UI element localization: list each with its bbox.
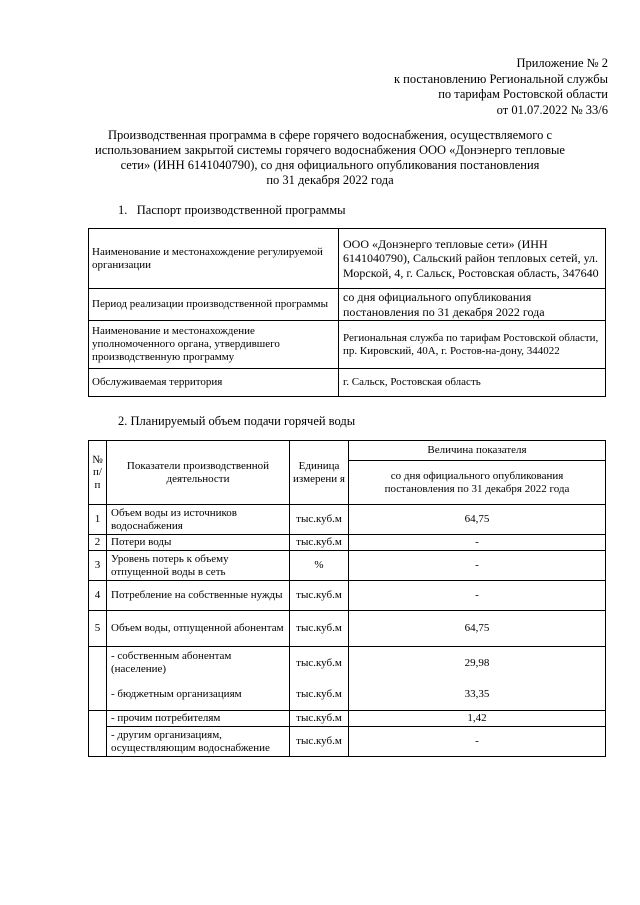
document-title <box>80 128 580 188</box>
row-num: 2 <box>89 535 107 551</box>
header-unit: Единица измерени я <box>290 441 349 505</box>
appendix-line-4: от 01.07.2022 № 33/6 <box>496 102 608 117</box>
row-unit: тыс.куб.м <box>290 647 349 679</box>
row-indicator: Потребление на собственные нужды <box>107 581 290 611</box>
title-line-2: использованием закрытой системы горячего водоснабжения ООО «Донэнерго тепловые <box>95 143 565 157</box>
passport-row <box>89 321 606 369</box>
row-unit: тыс.куб.м <box>290 711 349 727</box>
appendix-line-3: по тарифам Ростовской области <box>438 87 608 101</box>
row-indicator: Потери воды <box>107 535 290 551</box>
row-value: 1,42 <box>349 711 606 727</box>
table-row <box>89 581 606 611</box>
passport-label: Наименование и местонахождение регулируемой организации <box>89 229 339 289</box>
row-value: - <box>349 727 606 757</box>
passport-row <box>89 369 606 397</box>
row-value: 64,75 <box>349 505 606 535</box>
passport-row <box>89 289 606 321</box>
section1-heading: 1. Паспорт производственной программы <box>118 203 346 217</box>
passport-value: со дня официального опубликования постановления по 31 декабря 2022 года <box>339 289 606 321</box>
row-num: 1 <box>89 505 107 535</box>
passport-value: ООО «Донэнерго тепловые сети» (ИНН 6141040790), Сальский район тепловых сетей, ул. Морской, 4, г. Сальск, Ростовская область, 347640 <box>339 229 606 289</box>
table-row <box>89 611 606 647</box>
title-line-3: сети» (ИНН 6141040790), со дня официального опубликования постановления <box>120 158 540 172</box>
header-num: № п/ п <box>89 441 107 505</box>
row-unit: тыс.куб.м <box>290 581 349 611</box>
row-unit: тыс.куб.м <box>290 535 349 551</box>
appendix-line-1: Приложение № 2 <box>516 56 608 70</box>
row-unit: тыс.куб.м <box>290 679 349 711</box>
row-value: - <box>349 535 606 551</box>
row-indicator: - другим организациям, осуществляющим водоснабжение <box>107 727 290 757</box>
row-unit: тыс.куб.м <box>290 505 349 535</box>
row-value: 64,75 <box>349 611 606 647</box>
passport-label: Наименование и местонахождение уполномоченного органа, утвердившего производственную программу <box>89 321 339 369</box>
row-indicator: Объем воды, отпущенной абонентам <box>107 611 290 647</box>
row-value: 29,98 <box>349 647 606 679</box>
title-line-4: по 31 декабря 2022 года <box>266 173 394 187</box>
row-indicator: Объем воды из источников водоснабжения <box>107 505 290 535</box>
row-num: 5 <box>89 611 107 647</box>
table-subrow <box>89 679 606 711</box>
section2-heading: 2. Планируемый объем подачи горячей воды <box>118 414 356 428</box>
table-row <box>89 505 606 535</box>
row-num-empty <box>89 647 107 711</box>
passport-value: г. Сальск, Ростовская область <box>339 369 606 397</box>
row-unit: тыс.куб.м <box>290 727 349 757</box>
passport-table <box>88 228 606 397</box>
table-header-row <box>89 441 606 461</box>
row-value: 33,35 <box>349 679 606 711</box>
row-indicator: - бюджетным организациям <box>107 679 290 711</box>
header-indicator: Показатели производственной деятельности <box>107 441 290 505</box>
header-value-period: со дня официального опубликования постановления по 31 декабря 2022 года <box>349 461 606 505</box>
row-indicator: - собственным абонентам (население) <box>107 647 290 679</box>
header-value-group: Величина показателя <box>349 441 606 461</box>
passport-label: Период реализации производственной программы <box>89 289 339 321</box>
table-subrow <box>89 727 606 757</box>
passport-label: Обслуживаемая территория <box>89 369 339 397</box>
row-value: - <box>349 551 606 581</box>
row-unit: тыс.куб.м <box>290 611 349 647</box>
table-row <box>89 535 606 551</box>
table-subrow <box>89 711 606 727</box>
title-line-1: Производственная программа в сфере горячего водоснабжения, осуществляемого с <box>107 128 553 142</box>
water-volume-table <box>88 440 606 757</box>
row-num: 3 <box>89 551 107 581</box>
row-indicator: Уровень потерь к объему отпущенной воды в сеть <box>107 551 290 581</box>
row-num-empty <box>89 711 107 757</box>
row-indicator: - прочим потребителям <box>107 711 290 727</box>
row-num: 4 <box>89 581 107 611</box>
passport-value: Региональная служба по тарифам Ростовской области, пр. Кировский, 40А, г. Ростов-на-дону, 344022 <box>339 321 606 369</box>
table-row <box>89 551 606 581</box>
appendix-block <box>394 56 608 118</box>
passport-row <box>89 229 606 289</box>
row-value: - <box>349 581 606 611</box>
appendix-line-2: к постановлению Региональной службы <box>393 71 608 86</box>
table-subrow <box>89 647 606 679</box>
row-unit: % <box>290 551 349 581</box>
